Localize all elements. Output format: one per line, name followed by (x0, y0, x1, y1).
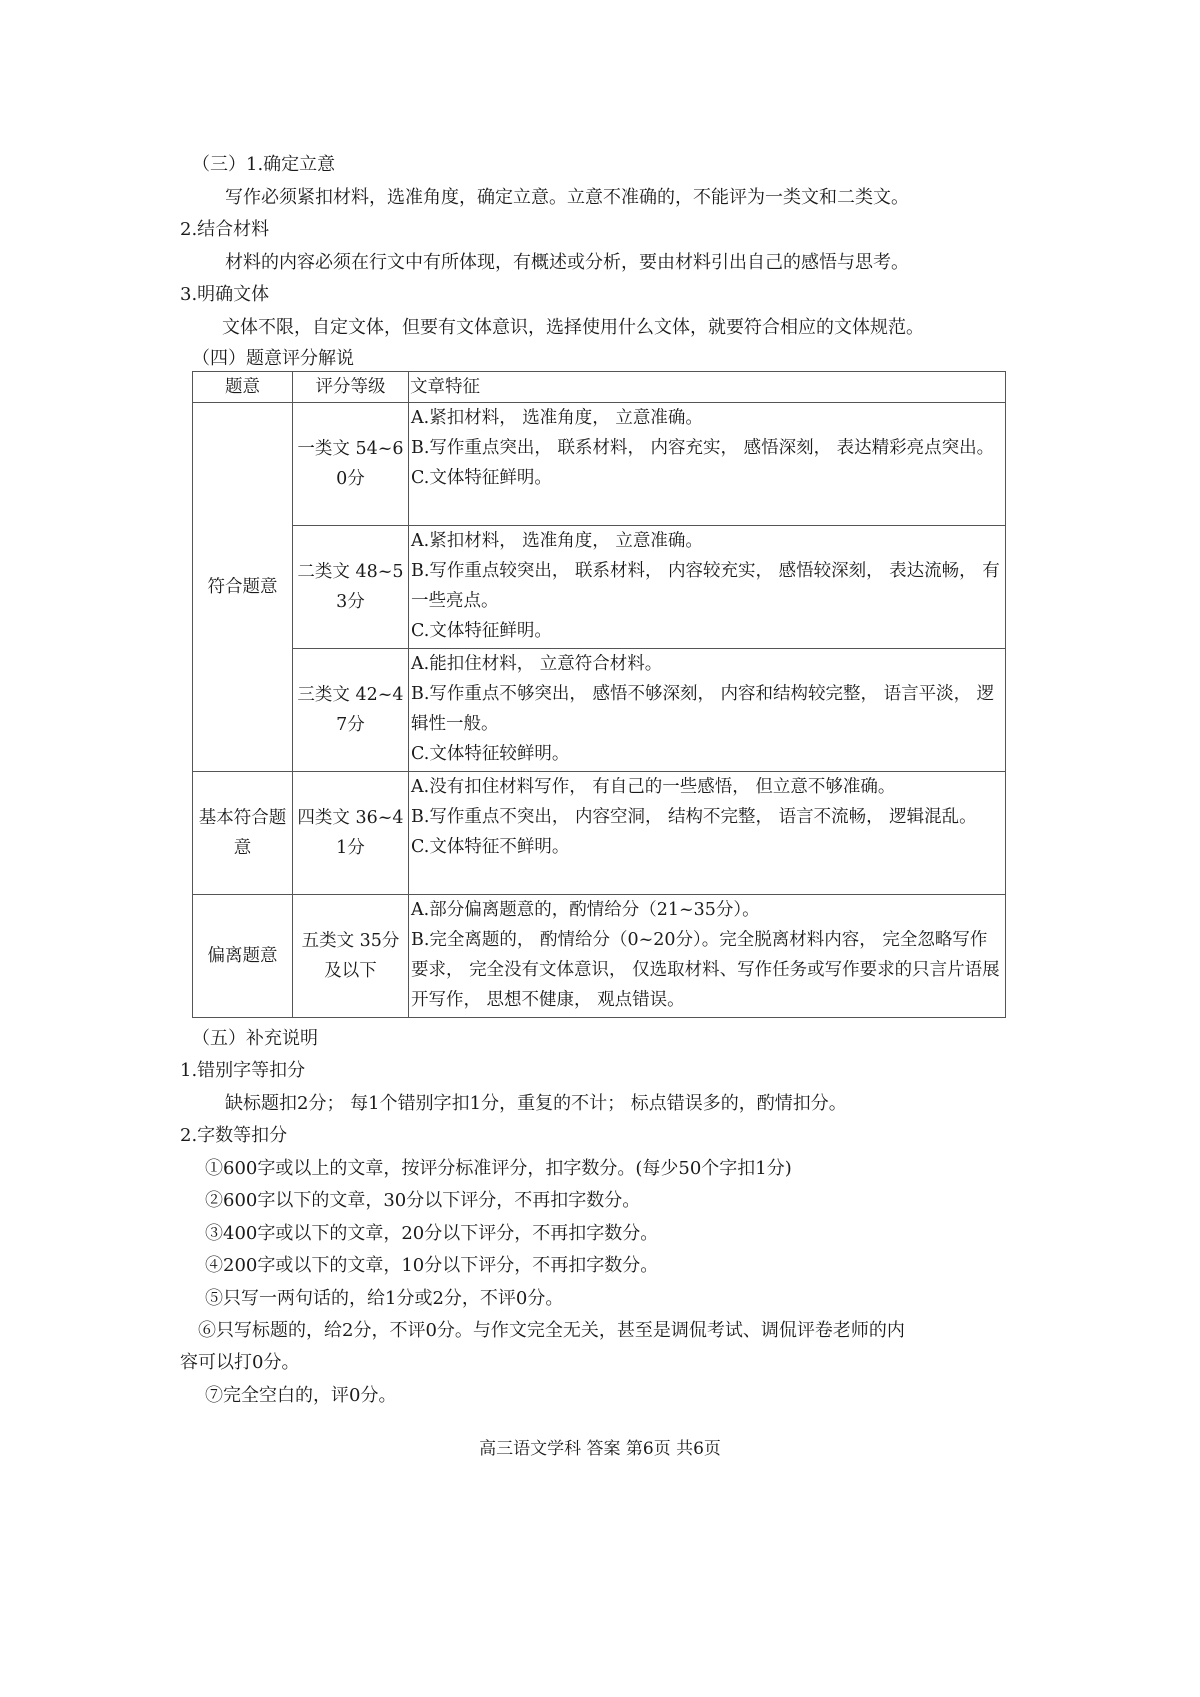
header-features: 文章特征 (409, 372, 1006, 403)
grade-label: 四类文 36~41分 (297, 808, 404, 858)
feature-line: C.文体特征不鲜明。 (411, 837, 570, 857)
list-item: ③400字或以下的文章，20分以下评分，不再扣字数分。 (205, 1223, 659, 1244)
list-item: ①600字或以上的文章，按评分标准评分，扣字数分。(每少50个字扣1分) (205, 1158, 792, 1179)
grade-cell (293, 649, 409, 772)
table-row (193, 526, 1006, 649)
feature-line: A.没有扣住材料写作， 有自己的一些感悟， 但立意不够准确。 (411, 777, 896, 797)
table-row (193, 895, 1006, 1018)
section-3-heading-2: 2.结合材料 (180, 219, 270, 240)
table-row (193, 649, 1006, 772)
features-cell (409, 403, 1006, 526)
feature-line: A.紧扣材料， 选准角度， 立意准确。 (411, 531, 703, 551)
header-grade: 评分等级 (293, 372, 409, 403)
feature-line: B.写作重点不够突出， 感悟不够深刻， 内容和结构较完整， 语言平淡， 逻辑性一般。 (411, 684, 995, 734)
grade-cell (293, 772, 409, 895)
feature-line: B.写作重点较突出， 联系材料， 内容较充实， 感悟较深刻， 表达流畅， 有一些亮点。 (411, 561, 1000, 611)
list-item: ⑥只写标题的，给2分，不评0分。与作文完全无关，甚至是调侃考试、调侃评卷老师的内 (198, 1320, 905, 1341)
feature-line: B.写作重点不突出， 内容空洞， 结构不完整， 语言不流畅， 逻辑混乱。 (411, 807, 977, 827)
section-3-paragraph-3: 文体不限，自定文体，但要有文体意识，选择使用什么文体，就要符合相应的文体规范。 (222, 317, 924, 338)
features-cell (409, 772, 1006, 895)
feature-line: C.文体特征较鲜明。 (411, 744, 570, 764)
feature-line: A.部分偏离题意的，酌情给分（21~35分）。 (411, 900, 760, 920)
feature-line: C.文体特征鲜明。 (411, 468, 552, 488)
feature-line: C.文体特征鲜明。 (411, 621, 552, 641)
group-matching: 符合题意 (193, 403, 293, 772)
supplement-title: （五）补充说明 (192, 1028, 318, 1049)
supplement-heading-2: 2.字数等扣分 (180, 1125, 288, 1146)
list-item: 容可以打0分。 (180, 1352, 300, 1373)
section-3-title: （三）1.确定立意 (192, 154, 336, 175)
features-cell (409, 526, 1006, 649)
page-footer: 高三语文学科 答案 第6页 共6页 (479, 1439, 721, 1459)
feature-line: B.完全离题的， 酌情给分（0~20分）。完全脱离材料内容， 完全忽略写作要求， 完全没有文体意识， 仅选取材料、写作任务或写作要求的只言片语展开写作， 思想不健康， 观点错误。 (411, 930, 1000, 1010)
list-item: ⑤只写一两句话的，给1分或2分，不评0分。 (205, 1288, 564, 1309)
feature-line: A.能扣住材料， 立意符合材料。 (411, 654, 663, 674)
supplement-heading-1: 1.错别字等扣分 (180, 1060, 306, 1081)
grade-cell (293, 895, 409, 1018)
grade-cell (293, 526, 409, 649)
section-4-title: （四）题意评分解说 (192, 348, 354, 369)
group-basic-matching (193, 772, 293, 895)
features-cell (409, 649, 1006, 772)
header-topic: 题意 (193, 372, 293, 403)
grade-label: 三类文 42~47分 (297, 685, 404, 735)
section-3-paragraph-2: 材料的内容必须在行文中有所体现，有概述或分析，要由材料引出自己的感悟与思考。 (225, 252, 909, 273)
table-header-row (193, 372, 1006, 403)
grade-label: 五类文 35分及以下 (301, 931, 400, 981)
scoring-table (192, 371, 1006, 1018)
section-3-heading-3: 3.明确文体 (180, 284, 270, 305)
list-item: ④200字或以下的文章，10分以下评分，不再扣字数分。 (205, 1255, 659, 1276)
feature-line: B.写作重点突出， 联系材料， 内容充实， 感悟深刻， 表达精彩亮点突出。 (411, 438, 995, 458)
grade-cell (293, 403, 409, 526)
feature-line: A.紧扣材料， 选准角度， 立意准确。 (411, 408, 703, 428)
list-item: ⑦完全空白的，评0分。 (205, 1385, 397, 1406)
grade-label: 二类文 48~53分 (297, 562, 404, 612)
grade-label: 一类文 54~60分 (297, 439, 404, 489)
features-cell (409, 895, 1006, 1018)
group-label: 基本符合题意 (198, 808, 287, 858)
group-off-topic: 偏离题意 (193, 895, 293, 1018)
section-3-paragraph-1: 写作必须紧扣材料，选准角度，确定立意。立意不准确的，不能评为一类文和二类文。 (225, 187, 909, 208)
table-row (193, 772, 1006, 895)
list-item: ②600字以下的文章，30分以下评分，不再扣字数分。 (205, 1190, 641, 1211)
supplement-paragraph-1: 缺标题扣2分； 每1个错别字扣1分，重复的不计； 标点错误多的，酌情扣分。 (225, 1093, 847, 1114)
table-row (193, 403, 1006, 526)
